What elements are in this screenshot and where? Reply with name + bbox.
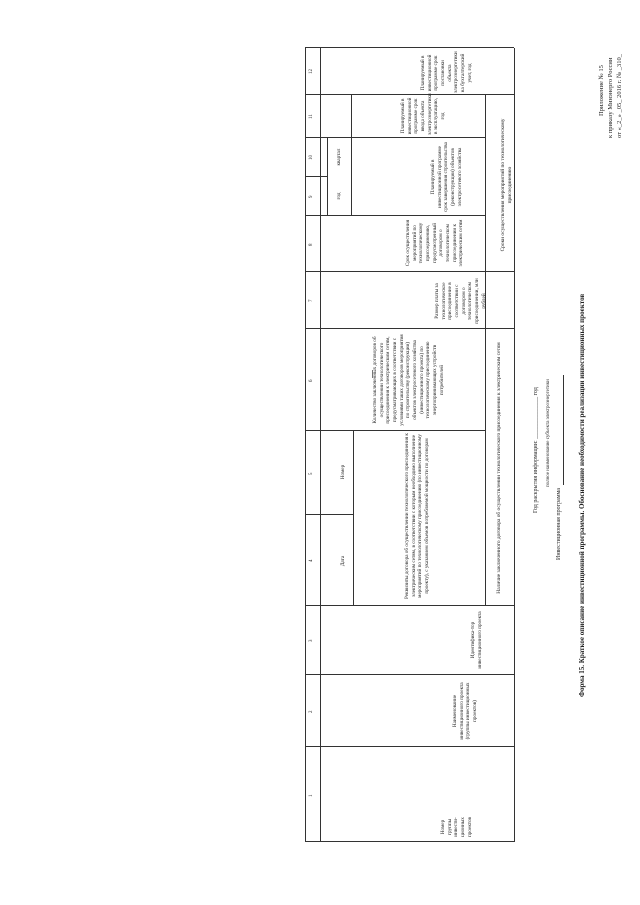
col-number: 12 — [309, 69, 314, 74]
table-col-line — [305, 47, 514, 48]
col-number: 5 — [309, 472, 314, 475]
header-group-number: Номер группы инвести-ционных проектов — [440, 816, 473, 838]
header-contract-group: Наличие заключенного договора об осуществлении технологического присоединения к электрическим сетям — [496, 342, 502, 594]
col-number: 3 — [309, 639, 314, 642]
header-planned-connection: Планируемый в инвестиционной программе срок ввода объекта электроэнергетики в эксплуатацию, год — [400, 93, 446, 135]
col-number: 2 — [309, 710, 314, 713]
header-date: Дата — [340, 555, 346, 567]
table-col-line — [305, 215, 485, 216]
table-row-line — [485, 95, 486, 606]
header-year: год — [336, 192, 342, 200]
table-col-line — [305, 271, 514, 272]
table-col-line — [305, 328, 514, 329]
header-contract-details: Реквизиты договора об осуществлении технологического присоединения к электрическим сетям, в соответствии с которым необходимо выполнение мероприятий по технологическому присоединению (по инвестиционному проекту), с указанием объемов потребляемой мощности по договорам — [404, 433, 430, 599]
table-right-border — [305, 94, 514, 95]
table-col-line — [305, 176, 327, 177]
col-number: 11 — [309, 114, 314, 119]
scan-mark — [372, 370, 373, 378]
table-col-line — [305, 430, 485, 431]
table-row-line — [353, 431, 354, 606]
table-top-border — [514, 95, 515, 842]
col-number: 9 — [309, 195, 314, 198]
col-number: 8 — [309, 243, 314, 246]
header-identifier: Идентифика-тор инвестиционного проекта — [470, 611, 483, 669]
table-row-line — [327, 138, 328, 216]
appendix-line-1: Приложение № 15 — [598, 65, 605, 116]
subject-label: полное наименование субъекта электроэнергетики — [546, 379, 551, 487]
appendix-line-3: от «_2_» _05_ 2016 г. № _310_ — [616, 53, 623, 138]
table-top-border-ext — [514, 48, 515, 95]
appendix-line-2: к приказу Минэнерго России — [607, 57, 614, 138]
col-number: 4 — [309, 559, 314, 562]
table-col-line — [305, 605, 514, 606]
table-row-line — [351, 95, 352, 216]
header-quarter: квартал — [336, 148, 342, 166]
header-number: Номер — [340, 464, 346, 480]
header-contract-sum: Размер платы за технологическое присоединение в соответствии с договором о технологическом присоединении, млн рублей — [434, 278, 487, 324]
header-planned-accounting: Планируемый в инвестиционной программе срок постановки объекта электроэнергетики на бухгалтерский учет, год — [420, 51, 473, 93]
col-number: 7 — [309, 299, 314, 302]
header-terms-contract: Срок осуществления мероприятий по технологическому присоединению, предусмотренный договором о технологическом присоединении к электрическим сетям — [405, 219, 465, 267]
header-count: Количество заключенных договоров об осуществлении технологического присоединения к электрическим сетям, предусматривающих в соответствии с условиями таких договоров мероприятия по строительству (реконструкции) объектов электросетевого хозяйства (инвестиционного проекта) по технологическому присоединению энергопринимающих устройств потребителей — [372, 334, 445, 426]
col-number: 6 — [309, 379, 314, 382]
table-col-line — [305, 746, 514, 747]
table-numbers-top — [320, 95, 321, 842]
table-col-line — [305, 674, 514, 675]
col-number: 1 — [309, 794, 314, 797]
table-left-border — [305, 841, 514, 842]
table-bottom-border-ext — [305, 48, 306, 95]
table-col-line — [305, 514, 353, 515]
table-col-line — [305, 137, 485, 138]
header-planned-completion: Планируемый в инвестиционной программе срок завершения строительства (реконструкции) объектов электросетевого хозяйства — [430, 142, 463, 212]
table-numbers-top-ext — [320, 48, 321, 95]
form-title: Форма 15. Краткое описание инвестиционной программы. Обоснование необходимости реализации инвестиционных проектов — [578, 293, 586, 697]
year-label: Год раскрытия информации: ______________ год — [533, 387, 539, 513]
header-project-name: Наименование инвестиционного проекта (группы инвестиционных проектов) — [452, 682, 478, 740]
program-label: Инвестиционная программа — [556, 488, 562, 560]
table-bottom-border — [305, 95, 306, 842]
header-terms-group: Сроки осуществления мероприятий по технологическому присоединению — [500, 118, 513, 252]
col-number: 10 — [309, 155, 314, 160]
